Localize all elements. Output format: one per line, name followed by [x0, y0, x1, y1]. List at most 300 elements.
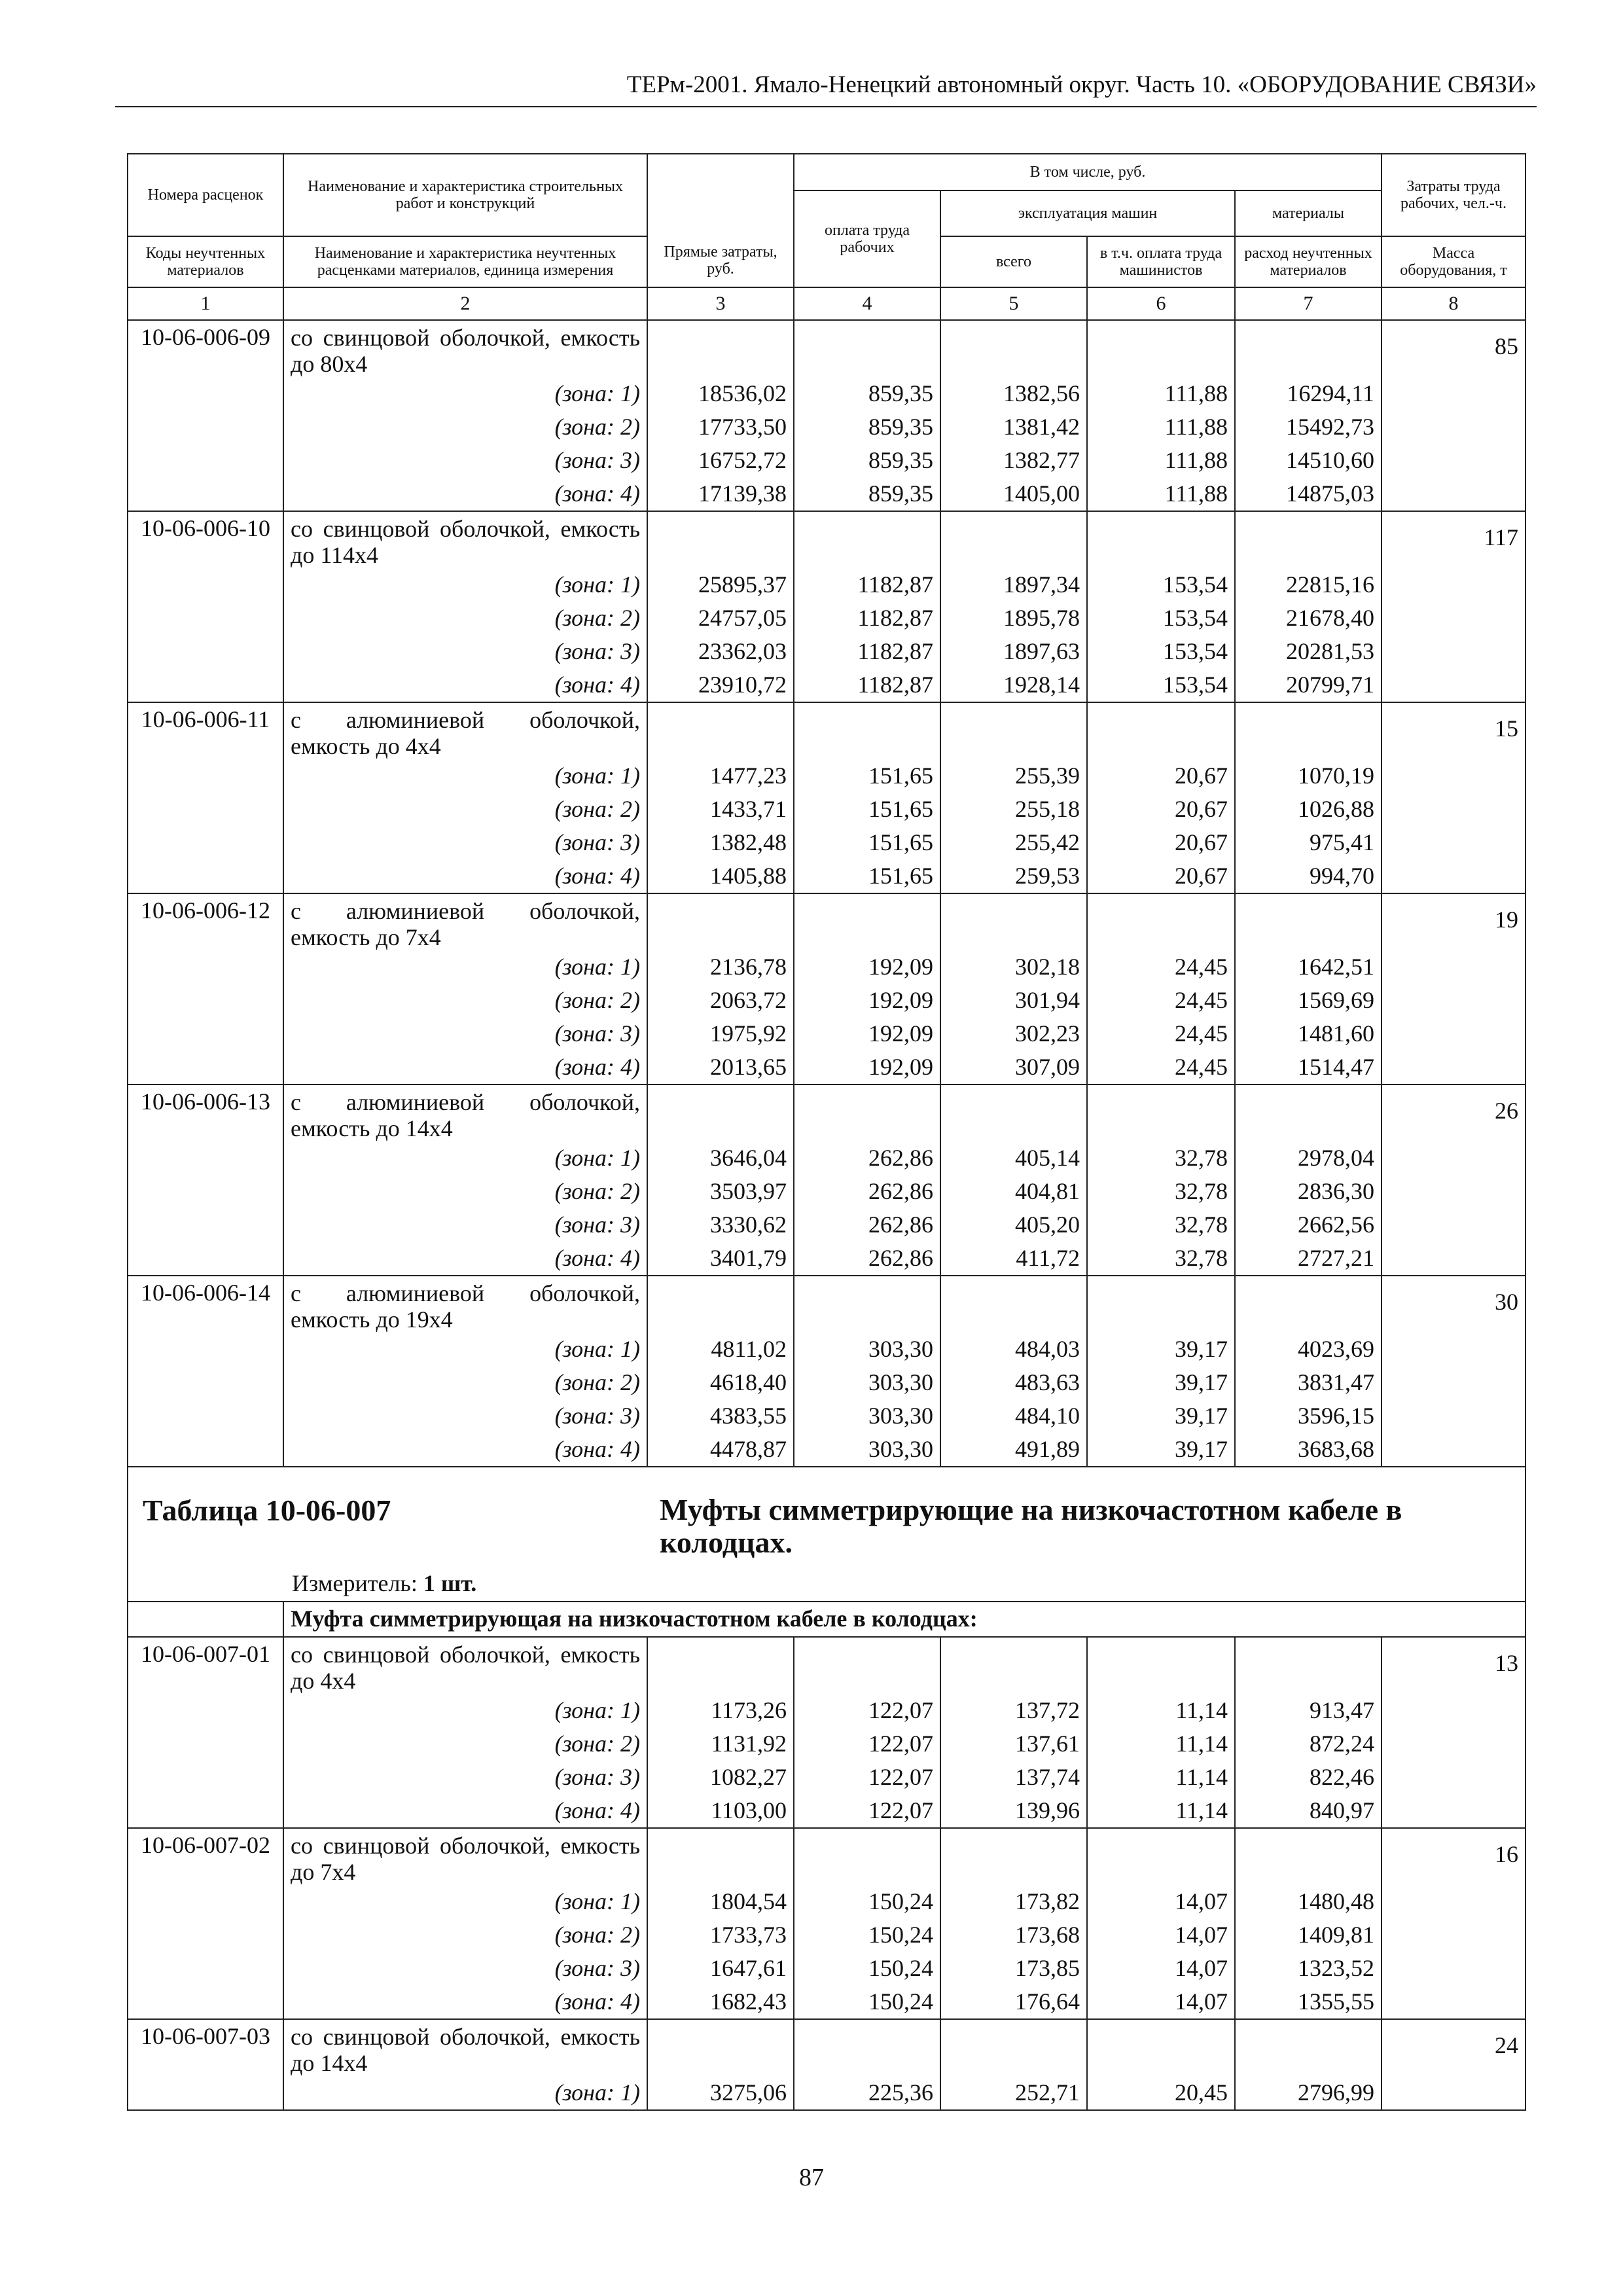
col-number: 4	[794, 287, 940, 320]
zone-label: (зона: 2)	[283, 1175, 647, 1208]
table-header	[128, 154, 1525, 320]
rate-description: с алюминиевой оболочкой, емкость до 19х4	[283, 1276, 647, 1333]
materials-usage: 14510,60	[1235, 444, 1382, 477]
zone-row	[128, 1794, 1525, 1828]
labor-costs: 85	[1382, 320, 1525, 377]
zone-label: (зона: 1)	[283, 568, 647, 601]
zone-label: (зона: 3)	[283, 635, 647, 668]
machines-total: 137,61	[940, 1727, 1087, 1761]
running-title: ТЕРм-2001. Ямало-Ненецкий автономный округ. Часть 10. «ОБОРУДОВАНИЕ СВЯЗИ»	[626, 71, 1537, 98]
machines-total: 176,64	[940, 1985, 1087, 2019]
direct-costs: 1647,61	[647, 1952, 794, 1985]
table-title: Муфты симметрирующие на низкочастотном кабеле в колодцах.	[660, 1493, 1402, 1559]
zone-label: (зона: 3)	[283, 826, 647, 859]
direct-costs: 1405,88	[647, 859, 794, 893]
unit-label: Измеритель:	[292, 1570, 418, 1596]
machines-total: 404,81	[940, 1175, 1087, 1208]
direct-costs: 4811,02	[647, 1333, 794, 1366]
worker-pay: 192,09	[794, 984, 940, 1017]
operator-pay: 11,14	[1087, 1794, 1235, 1828]
operator-pay: 39,17	[1087, 1433, 1235, 1467]
direct-costs: 23362,03	[647, 635, 794, 668]
rate-row	[128, 511, 1525, 568]
worker-pay: 859,35	[794, 377, 940, 410]
zone-row	[128, 1985, 1525, 2019]
worker-pay: 192,09	[794, 950, 940, 984]
operator-pay: 24,45	[1087, 1050, 1235, 1085]
rate-row	[128, 1637, 1525, 1694]
rates-body-b	[128, 1637, 1525, 2110]
labor-costs: 19	[1382, 893, 1525, 950]
zone-label: (зона: 4)	[283, 1242, 647, 1276]
operator-pay: 39,17	[1087, 1366, 1235, 1399]
machines-total: 255,39	[940, 759, 1087, 793]
zone-row	[128, 1399, 1525, 1433]
materials-usage: 1642,51	[1235, 950, 1382, 984]
machines-total: 1928,14	[940, 668, 1087, 702]
worker-pay: 1182,87	[794, 601, 940, 635]
machines-total: 1382,77	[940, 444, 1087, 477]
direct-costs: 2136,78	[647, 950, 794, 984]
rate-description: с алюминиевой оболочкой, емкость до 4х4	[283, 702, 647, 759]
direct-costs: 25895,37	[647, 568, 794, 601]
zone-label: (зона: 1)	[283, 759, 647, 793]
direct-costs: 3330,62	[647, 1208, 794, 1242]
worker-pay: 122,07	[794, 1794, 940, 1828]
zone-row	[128, 1761, 1525, 1794]
materials-usage: 2727,21	[1235, 1242, 1382, 1276]
machines-total: 302,18	[940, 950, 1087, 984]
labor-costs: 24	[1382, 2019, 1525, 2076]
worker-pay: 150,24	[794, 1985, 940, 2019]
zone-label: (зона: 4)	[283, 1050, 647, 1085]
operator-pay: 153,54	[1087, 668, 1235, 702]
zone-label: (зона: 1)	[283, 1333, 647, 1366]
zone-label: (зона: 1)	[283, 377, 647, 410]
worker-pay: 150,24	[794, 1918, 940, 1952]
materials-usage: 1514,47	[1235, 1050, 1382, 1085]
zone-row	[128, 568, 1525, 601]
materials-usage: 1070,19	[1235, 759, 1382, 793]
materials-usage: 2978,04	[1235, 1141, 1382, 1175]
worker-pay: 303,30	[794, 1433, 940, 1467]
materials-usage: 4023,69	[1235, 1333, 1382, 1366]
zone-row	[128, 1694, 1525, 1727]
rate-row	[128, 1085, 1525, 1141]
operator-pay: 32,78	[1087, 1141, 1235, 1175]
materials-usage: 840,97	[1235, 1794, 1382, 1828]
machines-total: 1381,42	[940, 410, 1087, 444]
rate-description: с алюминиевой оболочкой, емкость до 14х4	[283, 1085, 647, 1141]
zone-label: (зона: 2)	[283, 601, 647, 635]
zone-label: (зона: 1)	[283, 950, 647, 984]
zone-row	[128, 950, 1525, 984]
operator-pay: 32,78	[1087, 1175, 1235, 1208]
zone-row	[128, 1727, 1525, 1761]
operator-pay: 153,54	[1087, 601, 1235, 635]
machines-total: 405,20	[940, 1208, 1087, 1242]
zone-row	[128, 1175, 1525, 1208]
zone-label: (зона: 4)	[283, 1985, 647, 2019]
col-material-names: Наименование и характеристика неучтенных расценками материалов, единица измерения	[283, 236, 647, 287]
operator-pay: 20,67	[1087, 759, 1235, 793]
direct-costs: 17733,50	[647, 410, 794, 444]
col-machines-total: всего	[940, 236, 1087, 287]
zone-row	[128, 635, 1525, 668]
machines-total: 255,18	[940, 793, 1087, 826]
worker-pay: 122,07	[794, 1727, 940, 1761]
operator-pay: 14,07	[1087, 1918, 1235, 1952]
rate-code: 10-06-006-13	[128, 1085, 283, 1141]
machines-total: 255,42	[940, 826, 1087, 859]
direct-costs: 1082,27	[647, 1761, 794, 1794]
zone-row	[128, 377, 1525, 410]
machines-total: 137,74	[940, 1761, 1087, 1794]
zone-label: (зона: 1)	[283, 1141, 647, 1175]
zone-label: (зона: 3)	[283, 1399, 647, 1433]
worker-pay: 1182,87	[794, 668, 940, 702]
zone-label: (зона: 4)	[283, 1794, 647, 1828]
operator-pay: 111,88	[1087, 410, 1235, 444]
zone-label: (зона: 4)	[283, 1433, 647, 1467]
zone-label: (зона: 3)	[283, 444, 647, 477]
zone-row	[128, 984, 1525, 1017]
machines-total: 411,72	[940, 1242, 1087, 1276]
running-header	[115, 68, 1537, 107]
operator-pay: 20,67	[1087, 793, 1235, 826]
rate-row	[128, 1828, 1525, 1885]
col-group-including: В том числе, руб.	[794, 154, 1382, 190]
worker-pay: 303,30	[794, 1333, 940, 1366]
col-number: 6	[1087, 287, 1235, 320]
col-number: 5	[940, 287, 1087, 320]
operator-pay: 39,17	[1087, 1333, 1235, 1366]
worker-pay: 122,07	[794, 1761, 940, 1794]
direct-costs: 3275,06	[647, 2076, 794, 2110]
zone-row	[128, 1242, 1525, 1276]
operator-pay: 111,88	[1087, 477, 1235, 511]
materials-usage: 1569,69	[1235, 984, 1382, 1017]
rate-description: со свинцовой оболочкой, емкость до 80х4	[283, 320, 647, 377]
machines-total: 173,82	[940, 1885, 1087, 1918]
rates-table	[127, 153, 1526, 2111]
zone-label: (зона: 1)	[283, 1694, 647, 1727]
col-material-usage: расход неучтенных материалов	[1235, 236, 1382, 287]
operator-pay: 11,14	[1087, 1727, 1235, 1761]
operator-pay: 20,45	[1087, 2076, 1235, 2110]
materials-usage: 822,46	[1235, 1761, 1382, 1794]
subheading: Муфта симметрирующая на низкочастотном кабеле в колодцах:	[283, 1602, 1525, 1637]
materials-usage: 14875,03	[1235, 477, 1382, 511]
operator-pay: 24,45	[1087, 1017, 1235, 1050]
col-work-name: Наименование и характеристика строительных работ и конструкций	[283, 154, 647, 236]
materials-usage: 21678,40	[1235, 601, 1382, 635]
zone-label: (зона: 3)	[283, 1761, 647, 1794]
worker-pay: 1182,87	[794, 568, 940, 601]
machines-total: 173,68	[940, 1918, 1087, 1952]
zone-row	[128, 410, 1525, 444]
rate-row	[128, 1276, 1525, 1333]
zone-row	[128, 1952, 1525, 1985]
materials-usage: 3683,68	[1235, 1433, 1382, 1467]
rate-description: со свинцовой оболочкой, емкость до 14х4	[283, 2019, 647, 2076]
operator-pay: 153,54	[1087, 635, 1235, 668]
direct-costs: 1433,71	[647, 793, 794, 826]
machines-total: 1895,78	[940, 601, 1087, 635]
zone-row	[128, 1141, 1525, 1175]
materials-usage: 22815,16	[1235, 568, 1382, 601]
zone-row	[128, 793, 1525, 826]
direct-costs: 1131,92	[647, 1727, 794, 1761]
materials-usage: 1480,48	[1235, 1885, 1382, 1918]
operator-pay: 14,07	[1087, 1952, 1235, 1985]
zone-label: (зона: 2)	[283, 1918, 647, 1952]
direct-costs: 18536,02	[647, 377, 794, 410]
direct-costs: 4478,87	[647, 1433, 794, 1467]
zone-row	[128, 826, 1525, 859]
materials-usage: 2836,30	[1235, 1175, 1382, 1208]
machines-total: 1405,00	[940, 477, 1087, 511]
zone-row	[128, 1017, 1525, 1050]
rate-description: со свинцовой оболочкой, емкость до 4х4	[283, 1637, 647, 1694]
unit-value: 1 шт.	[423, 1570, 477, 1596]
direct-costs: 3646,04	[647, 1141, 794, 1175]
rate-row	[128, 702, 1525, 759]
worker-pay: 1182,87	[794, 635, 940, 668]
worker-pay: 151,65	[794, 793, 940, 826]
worker-pay: 859,35	[794, 477, 940, 511]
zone-label: (зона: 3)	[283, 1208, 647, 1242]
unit-line	[292, 1567, 476, 1600]
col-equipment-mass: Масса оборудования, т	[1382, 236, 1525, 287]
direct-costs: 1682,43	[647, 1985, 794, 2019]
operator-pay: 32,78	[1087, 1242, 1235, 1276]
materials-usage: 1409,81	[1235, 1918, 1382, 1952]
zone-row	[128, 444, 1525, 477]
col-number: 7	[1235, 287, 1382, 320]
worker-pay: 151,65	[794, 826, 940, 859]
zone-row	[128, 1366, 1525, 1399]
rate-row	[128, 320, 1525, 377]
operator-pay: 14,07	[1087, 1985, 1235, 2019]
labor-costs: 30	[1382, 1276, 1525, 1333]
worker-pay: 122,07	[794, 1694, 940, 1727]
zone-label: (зона: 1)	[283, 1885, 647, 1918]
machines-total: 484,03	[940, 1333, 1087, 1366]
direct-costs: 23910,72	[647, 668, 794, 702]
rate-row	[128, 2019, 1525, 2076]
direct-costs: 3503,97	[647, 1175, 794, 1208]
zone-label: (зона: 2)	[283, 410, 647, 444]
machines-total: 484,10	[940, 1399, 1087, 1433]
rate-row	[128, 893, 1525, 950]
materials-usage: 1355,55	[1235, 1985, 1382, 2019]
worker-pay: 192,09	[794, 1017, 940, 1050]
rate-code: 10-06-006-14	[128, 1276, 283, 1333]
col-labor-costs: Затраты труда рабочих, чел.-ч.	[1382, 154, 1525, 236]
zone-row	[128, 1333, 1525, 1366]
worker-pay: 262,86	[794, 1141, 940, 1175]
operator-pay: 20,67	[1087, 859, 1235, 893]
machines-total: 1897,63	[940, 635, 1087, 668]
labor-costs: 117	[1382, 511, 1525, 568]
zone-row	[128, 1885, 1525, 1918]
machines-total: 307,09	[940, 1050, 1087, 1085]
direct-costs: 24757,05	[647, 601, 794, 635]
materials-usage: 2662,56	[1235, 1208, 1382, 1242]
worker-pay: 859,35	[794, 410, 940, 444]
materials-usage: 994,70	[1235, 859, 1382, 893]
zone-row	[128, 2076, 1525, 2110]
table-section	[128, 1467, 1525, 1637]
zone-label: (зона: 3)	[283, 1952, 647, 1985]
zone-row	[128, 1433, 1525, 1467]
zone-row	[128, 1208, 1525, 1242]
worker-pay: 262,86	[794, 1175, 940, 1208]
rates-body-a	[128, 320, 1525, 1467]
worker-pay: 303,30	[794, 1366, 940, 1399]
operator-pay: 24,45	[1087, 950, 1235, 984]
machines-total: 301,94	[940, 984, 1087, 1017]
direct-costs: 16752,72	[647, 444, 794, 477]
machines-total: 259,53	[940, 859, 1087, 893]
rate-code: 10-06-006-12	[128, 893, 283, 950]
zone-row	[128, 668, 1525, 702]
direct-costs: 1103,00	[647, 1794, 794, 1828]
zone-row	[128, 477, 1525, 511]
worker-pay: 192,09	[794, 1050, 940, 1085]
machines-total: 302,23	[940, 1017, 1087, 1050]
zone-row	[128, 1050, 1525, 1085]
operator-pay: 111,88	[1087, 444, 1235, 477]
materials-usage: 975,41	[1235, 826, 1382, 859]
section-cell	[128, 1467, 1525, 1602]
rate-description: с алюминиевой оболочкой, емкость до 7х4	[283, 893, 647, 950]
materials-usage: 1323,52	[1235, 1952, 1382, 1985]
zone-row	[128, 859, 1525, 893]
zone-label: (зона: 2)	[283, 793, 647, 826]
materials-usage: 15492,73	[1235, 410, 1382, 444]
zone-label: (зона: 2)	[283, 1727, 647, 1761]
labor-costs: 26	[1382, 1085, 1525, 1141]
direct-costs: 4383,55	[647, 1399, 794, 1433]
zone-label: (зона: 4)	[283, 859, 647, 893]
worker-pay: 225,36	[794, 2076, 940, 2110]
rate-code: 10-06-007-02	[128, 1828, 283, 1885]
labor-costs: 15	[1382, 702, 1525, 759]
materials-usage: 1481,60	[1235, 1017, 1382, 1050]
machines-total: 137,72	[940, 1694, 1087, 1727]
machines-total: 405,14	[940, 1141, 1087, 1175]
worker-pay: 262,86	[794, 1242, 940, 1276]
worker-pay: 150,24	[794, 1952, 940, 1985]
machines-total: 252,71	[940, 2076, 1087, 2110]
operator-pay: 32,78	[1087, 1208, 1235, 1242]
table-label: Таблица 10-06-007	[143, 1494, 391, 1527]
direct-costs: 2063,72	[647, 984, 794, 1017]
zone-label: (зона: 4)	[283, 668, 647, 702]
col-operator-pay: в т.ч. оплата труда машинистов	[1087, 236, 1235, 287]
col-rate-numbers: Номера расценок	[128, 154, 283, 236]
materials-usage: 20281,53	[1235, 635, 1382, 668]
labor-costs: 16	[1382, 1828, 1525, 1885]
machines-total: 173,85	[940, 1952, 1087, 1985]
operator-pay: 14,07	[1087, 1885, 1235, 1918]
machines-total: 483,63	[940, 1366, 1087, 1399]
rate-description: со свинцовой оболочкой, емкость до 7х4	[283, 1828, 647, 1885]
machines-total: 1382,56	[940, 377, 1087, 410]
materials-usage: 16294,11	[1235, 377, 1382, 410]
rate-code: 10-06-006-09	[128, 320, 283, 377]
operator-pay: 11,14	[1087, 1694, 1235, 1727]
direct-costs: 1382,48	[647, 826, 794, 859]
materials-usage: 872,24	[1235, 1727, 1382, 1761]
operator-pay: 11,14	[1087, 1761, 1235, 1794]
page-number: 87	[799, 2164, 824, 2191]
zone-label: (зона: 1)	[283, 2076, 647, 2110]
worker-pay: 303,30	[794, 1399, 940, 1433]
col-group-machines: эксплуатация машин	[940, 190, 1235, 236]
col-material-codes: Коды неучтенных материалов	[128, 236, 283, 287]
direct-costs: 3401,79	[647, 1242, 794, 1276]
materials-usage: 1026,88	[1235, 793, 1382, 826]
operator-pay: 111,88	[1087, 377, 1235, 410]
col-worker-pay: оплата труда рабочих	[794, 190, 940, 287]
machines-total: 491,89	[940, 1433, 1087, 1467]
direct-costs: 17139,38	[647, 477, 794, 511]
zone-label: (зона: 2)	[283, 1366, 647, 1399]
col-number: 3	[647, 287, 794, 320]
labor-costs: 13	[1382, 1637, 1525, 1694]
operator-pay: 39,17	[1087, 1399, 1235, 1433]
worker-pay: 150,24	[794, 1885, 940, 1918]
materials-usage: 2796,99	[1235, 2076, 1382, 2110]
zone-row	[128, 759, 1525, 793]
rate-code: 10-06-007-01	[128, 1637, 283, 1694]
worker-pay: 151,65	[794, 859, 940, 893]
direct-costs: 1733,73	[647, 1918, 794, 1952]
operator-pay: 20,67	[1087, 826, 1235, 859]
direct-costs: 1975,92	[647, 1017, 794, 1050]
rate-code: 10-06-006-11	[128, 702, 283, 759]
direct-costs: 1173,26	[647, 1694, 794, 1727]
rate-code: 10-06-006-10	[128, 511, 283, 568]
machines-total: 139,96	[940, 1794, 1087, 1828]
col-number: 2	[283, 287, 647, 320]
zone-row	[128, 1918, 1525, 1952]
col-number: 1	[128, 287, 283, 320]
worker-pay: 262,86	[794, 1208, 940, 1242]
col-group-materials: материалы	[1235, 190, 1382, 236]
direct-costs: 1804,54	[647, 1885, 794, 1918]
zone-label: (зона: 3)	[283, 1017, 647, 1050]
materials-usage: 3596,15	[1235, 1399, 1382, 1433]
rate-description: со свинцовой оболочкой, емкость до 114х4	[283, 511, 647, 568]
zone-label: (зона: 4)	[283, 477, 647, 511]
zone-label: (зона: 2)	[283, 984, 647, 1017]
col-direct-costs: Прямые затраты, руб.	[647, 154, 794, 287]
operator-pay: 24,45	[1087, 984, 1235, 1017]
rate-code: 10-06-007-03	[128, 2019, 283, 2076]
col-number: 8	[1382, 287, 1525, 320]
materials-usage: 3831,47	[1235, 1366, 1382, 1399]
subheading-spacer	[128, 1602, 283, 1637]
direct-costs: 2013,65	[647, 1050, 794, 1085]
machines-total: 1897,34	[940, 568, 1087, 601]
worker-pay: 859,35	[794, 444, 940, 477]
worker-pay: 151,65	[794, 759, 940, 793]
direct-costs: 4618,40	[647, 1366, 794, 1399]
